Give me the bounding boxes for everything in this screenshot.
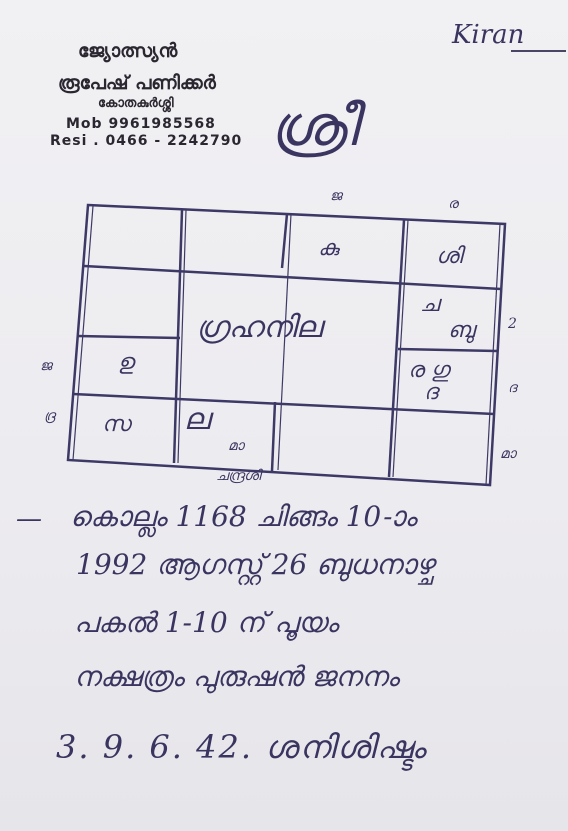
chart-right-label-2: ദ <box>508 380 517 396</box>
chart-center-label: ഗ്രഹനില <box>196 310 322 345</box>
chart-right-label-1: 2 <box>508 316 517 332</box>
top-right-name: Kiran <box>452 20 525 50</box>
header-place: കോതകുർശ്ശി <box>98 96 174 111</box>
header-name: രൂപേഷ് പണിക്കർ <box>58 72 216 94</box>
chart-right-label-3: മാ <box>500 446 516 462</box>
chart-h-line-1 <box>84 266 501 289</box>
chart-cell-r2c4-bottom: ബു <box>448 318 475 343</box>
notes-line-2: 1992 ആഗസ്റ്റ് 26 ബുധനാഴ്ച <box>76 548 434 581</box>
chart-top-label-1: ജ <box>330 188 342 204</box>
chart-top-label-2: ര <box>448 196 459 212</box>
notes-line-3: പകൽ 1-10 ന് പൂയം <box>74 606 339 639</box>
notes-line-4: നക്ഷത്രം പുരുഷൻ ജനനം <box>74 660 399 693</box>
header-mobile: Mob 9961985568 <box>66 116 216 132</box>
notes-line-1: കൊല്ലം 1168 ചിങ്ങം 10-ാം <box>70 500 417 533</box>
header-title: ജ്യോത്സ്യൻ <box>78 40 178 62</box>
chart-v-line-2a <box>282 214 287 268</box>
chart-h-line-2b <box>398 349 497 351</box>
chart-cell-r3c1: ഉ <box>118 350 134 375</box>
chart-below-label: ചന്ദ്രശി <box>216 468 261 484</box>
notes-dash: — <box>16 504 42 534</box>
chart-left-label-1: ജ <box>40 358 52 374</box>
chart-cell-r1c4: ശി <box>436 244 463 269</box>
chart-v-line-1 <box>174 210 182 463</box>
chart-cell-r2c4-top: ച <box>420 292 440 317</box>
chart-h-line-2a <box>78 336 180 338</box>
signature: ശ്രീ <box>270 94 358 159</box>
header-residence: Resi . 0466 - 2242790 <box>50 133 243 149</box>
chart-cell-r4c2-main: ല <box>184 402 210 437</box>
chart-cell-r3c4-extra: ദ <box>424 380 438 405</box>
chart-cell-r4c1: സ <box>102 412 131 437</box>
chart-cell-r4c2-sub: മാ <box>228 438 244 454</box>
chart-cell-r3c4: ര ഗു <box>408 358 450 383</box>
chart-left-label-2: ദ്ര <box>44 408 56 424</box>
chart-v-line-2b <box>272 402 275 471</box>
notes-line-5: 3. 9. 6. 42. ശനിശിഷ്ടം <box>56 728 428 766</box>
chart-cell-r1c3: കു <box>318 236 339 261</box>
